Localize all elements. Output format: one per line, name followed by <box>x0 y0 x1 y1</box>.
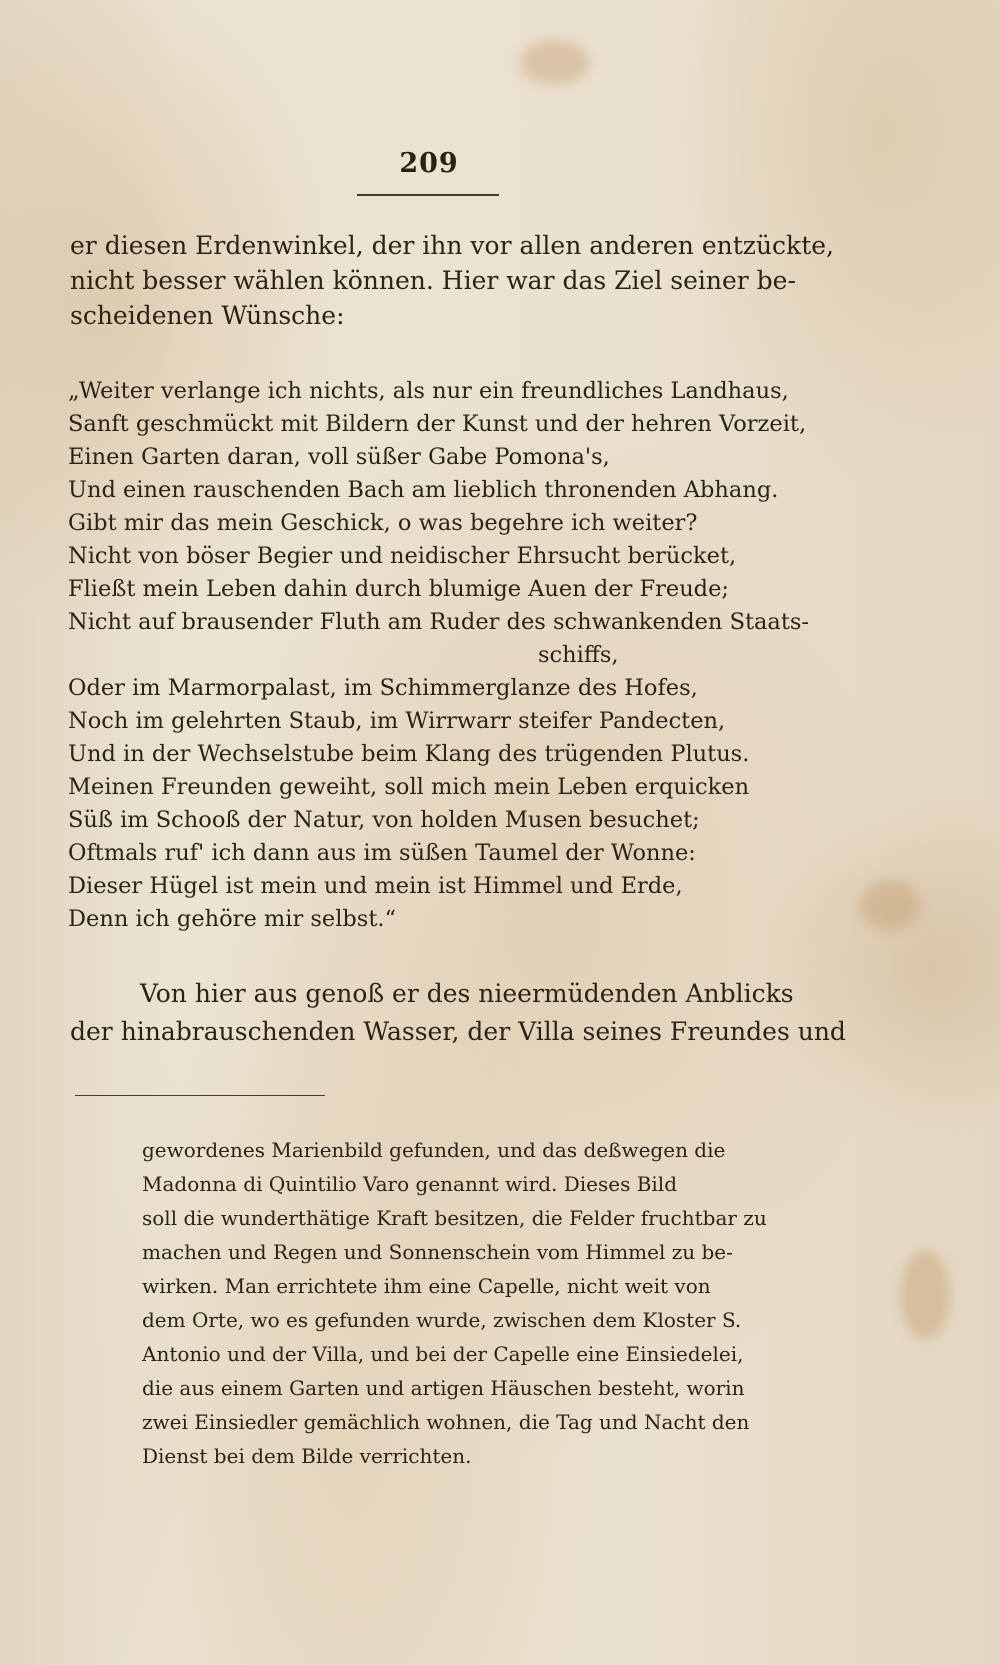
poem-line: Meinen Freunden geweiht, soll mich mein Leben erquicken <box>68 774 750 800</box>
poem-line: Oder im Marmorpalast, im Schimmerglanze des Hofes, <box>68 675 698 701</box>
text-line: nicht besser wählen können. Hier war das Ziel seiner be- <box>70 266 796 295</box>
footnote-line: Madonna di Quintilio Varo genannt wird. Dieses Bild <box>142 1172 677 1196</box>
poem-line-continuation: schiffs, <box>538 642 619 668</box>
footnote-line: machen und Regen und Sonnenschein vom Himmel zu be- <box>142 1240 733 1264</box>
paper-stain <box>860 880 920 930</box>
header-rule <box>357 194 499 196</box>
text-line: scheidenen Wünsche: <box>70 301 345 330</box>
body-paragraph-2 <box>70 975 846 1051</box>
poem-line: Sanft geschmückt mit Bildern der Kunst und der hehren Vorzeit, <box>68 411 807 437</box>
poem-line: Noch im gelehrten Staub, im Wirrwarr steifer Pandecten, <box>68 708 726 734</box>
page-number: 209 <box>399 148 459 179</box>
poem-line: Gibt mir das mein Geschick, o was begehre ich weiter? <box>68 510 698 536</box>
text-line: er diesen Erdenwinkel, der ihn vor allen anderen entzückte, <box>70 231 834 260</box>
body-paragraph <box>70 228 834 333</box>
poem-line: Oftmals ruf' ich dann aus im süßen Taumel der Wonne: <box>68 840 696 866</box>
footnote-line: zwei Einsiedler gemächlich wohnen, die Tag und Nacht den <box>142 1410 750 1434</box>
paper-stain <box>520 40 590 85</box>
poem-line: Einen Garten daran, voll süßer Gabe Pomona's, <box>68 444 610 470</box>
poem-line: Nicht auf brausender Fluth am Ruder des schwankenden Staats- <box>68 609 810 635</box>
poem-line: Denn ich gehöre mir selbst.“ <box>68 906 397 932</box>
footnote <box>142 1133 792 1473</box>
paper-stain <box>900 1250 950 1340</box>
footnote-line: gewordenes Marienbild gefunden, und das deßwegen die <box>142 1138 726 1162</box>
poem-line: Nicht von böser Begier und neidischer Ehrsucht berücket, <box>68 543 737 569</box>
poem-line: Fließt mein Leben dahin durch blumige Auen der Freude; <box>68 576 729 602</box>
footnote-line: Antonio und der Villa, und bei der Capelle eine Einsiedelei, <box>142 1342 744 1366</box>
footnote-rule <box>75 1095 325 1096</box>
footnote-line: soll die wunderthätige Kraft besitzen, die Felder fruchtbar zu <box>142 1206 767 1230</box>
poem-line: Dieser Hügel ist mein und mein ist Himmel und Erde, <box>68 873 683 899</box>
footnote-line: die aus einem Garten und artigen Häuschen besteht, worin <box>142 1376 745 1400</box>
footnote-line: dem Orte, wo es gefunden wurde, zwischen dem Kloster S. <box>142 1308 742 1332</box>
poem-line: Und einen rauschenden Bach am lieblich thronenden Abhang. <box>68 477 779 503</box>
text-line: der hinabrauschenden Wasser, der Villa seines Freundes und <box>70 1017 846 1046</box>
footnote-line: wirken. Man errichtete ihm eine Capelle, nicht weit von <box>142 1274 711 1298</box>
footnote-line: Dienst bei dem Bilde verrichten. <box>142 1444 472 1468</box>
poem-line: Und in der Wechselstube beim Klang des trügenden Plutus. <box>68 741 750 767</box>
poem-block <box>68 375 810 936</box>
poem-line: „Weiter verlange ich nichts, als nur ein freundliches Landhaus, <box>68 378 789 404</box>
text-line: Von hier aus genoß er des nieermüdenden Anblicks <box>140 979 794 1008</box>
poem-line: Süß im Schooß der Natur, von holden Musen besuchet; <box>68 807 700 833</box>
